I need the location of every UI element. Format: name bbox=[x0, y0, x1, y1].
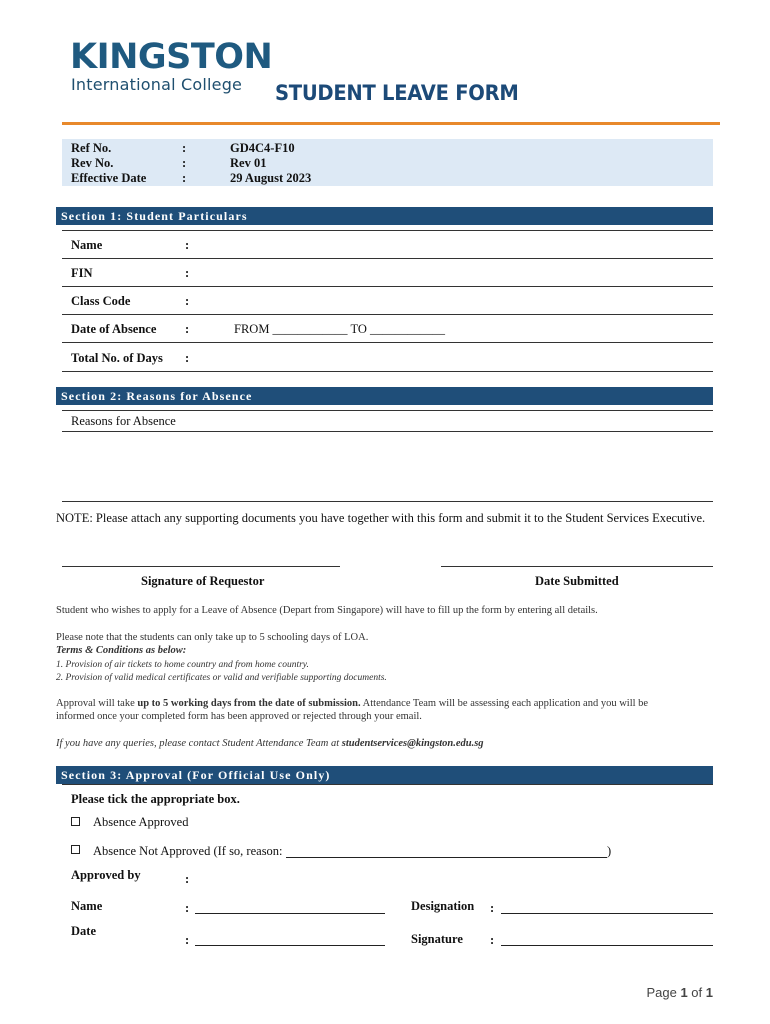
page-current: 1 bbox=[680, 985, 688, 1000]
terms-heading: Terms & Conditions as below: bbox=[56, 645, 187, 656]
reasons-label: Reasons for Absence bbox=[71, 414, 176, 428]
info-loa-limit: Please note that the students can only take up to 5 schooling days of LOA. bbox=[56, 632, 369, 643]
date-submitted-label: Date Submitted bbox=[535, 574, 619, 588]
logo-wordmark: KINGSTON bbox=[70, 37, 273, 77]
fin-label: FIN bbox=[71, 266, 93, 280]
note-text: NOTE: Please attach any supporting documents you have together with this form and submit it to the Student Services Executive. bbox=[56, 511, 706, 525]
designation-label: Designation bbox=[411, 899, 475, 913]
section-1-header: Section 1: Student Particulars bbox=[56, 207, 713, 225]
fin-field[interactable] bbox=[62, 286, 713, 287]
section-3-header: Section 3: Approval (For Official Use Only) bbox=[56, 766, 713, 784]
page-total: 1 bbox=[705, 985, 713, 1000]
effective-date-separator: : bbox=[182, 171, 187, 185]
class-code-label: Class Code bbox=[71, 294, 131, 308]
signature-label: Signature bbox=[411, 932, 463, 946]
rejection-reason-field[interactable] bbox=[286, 857, 607, 858]
absence-approved-label: Absence Approved bbox=[93, 815, 189, 829]
contact-email[interactable]: studentservices@kingston.edu.sg bbox=[341, 738, 484, 749]
designation-field[interactable] bbox=[501, 913, 713, 914]
form-title: STUDENT LEAVE FORM bbox=[275, 81, 519, 105]
approval-date-label: Date bbox=[71, 924, 96, 938]
class-code-separator[interactable]: : bbox=[185, 294, 190, 308]
name-field[interactable] bbox=[62, 258, 713, 259]
name-label: Name bbox=[71, 238, 103, 252]
document-reference-block bbox=[62, 139, 713, 186]
approver-signature-field[interactable] bbox=[501, 945, 713, 946]
term-item: 1. Provision of air tickets to home country and from home country. bbox=[56, 660, 309, 670]
approval-date-field[interactable] bbox=[195, 945, 385, 946]
section-2-header: Section 2: Reasons for Absence bbox=[56, 387, 713, 405]
ref-separator: : bbox=[182, 141, 187, 155]
total-days-label: Total No. of Days bbox=[71, 351, 163, 365]
date-of-absence-separator: : bbox=[185, 322, 190, 336]
requestor-signature-line[interactable] bbox=[62, 566, 340, 567]
approval-text: Approval will take bbox=[56, 698, 138, 709]
header-divider bbox=[62, 122, 720, 125]
name-separator[interactable]: : bbox=[185, 238, 190, 252]
approval-text: Attendance Team will be assessing each application and you will be bbox=[360, 698, 649, 709]
signature-of-requestor-label: Signature of Requestor bbox=[141, 574, 265, 588]
effective-date-row bbox=[62, 170, 713, 186]
absence-not-approved-checkbox[interactable] bbox=[71, 845, 80, 854]
date-submitted-line[interactable] bbox=[441, 566, 713, 567]
rev-separator: : bbox=[182, 156, 187, 170]
page-number bbox=[646, 985, 713, 1000]
rev-value: Rev 01 bbox=[230, 156, 267, 170]
term-item: 2. Provision of valid medical certificates or valid and verifiable supporting documents. bbox=[56, 673, 387, 683]
rev-row bbox=[62, 155, 713, 171]
approval-emphasis: up to 5 working days from the date of submission. bbox=[137, 698, 361, 709]
absence-approved-checkbox[interactable] bbox=[71, 817, 80, 826]
divider bbox=[62, 784, 713, 785]
approver-name-separator: : bbox=[185, 901, 190, 915]
approved-by-separator: : bbox=[185, 872, 190, 886]
effective-date-label: Effective Date bbox=[71, 171, 147, 185]
ref-label: Ref No. bbox=[71, 141, 112, 155]
approval-info-line2: informed once your completed form has been approved or rejected through your email. bbox=[56, 711, 422, 722]
queries-line bbox=[56, 737, 484, 751]
approval-date-separator: : bbox=[185, 933, 190, 947]
reason-close-paren: ) bbox=[607, 844, 612, 858]
date-of-absence-label: Date of Absence bbox=[71, 322, 157, 336]
date-of-absence-range[interactable]: FROM ____________ TO ____________ bbox=[234, 322, 446, 336]
total-days-field[interactable] bbox=[62, 371, 713, 372]
absence-not-approved-label: Absence Not Approved (If so, reason: bbox=[93, 844, 283, 858]
rev-label: Rev No. bbox=[71, 156, 114, 170]
page-word: Page bbox=[646, 985, 677, 1000]
divider bbox=[62, 410, 713, 411]
approver-name-label: Name bbox=[71, 899, 103, 913]
tick-instruction: Please tick the appropriate box. bbox=[71, 792, 240, 806]
approved-by-label: Approved by bbox=[71, 868, 141, 882]
designation-separator: : bbox=[490, 901, 495, 915]
fin-separator[interactable]: : bbox=[185, 266, 190, 280]
divider bbox=[62, 230, 713, 231]
reasons-textarea[interactable] bbox=[62, 501, 713, 502]
page-of: of bbox=[691, 985, 703, 1000]
divider bbox=[62, 342, 713, 343]
approver-name-field[interactable] bbox=[195, 913, 385, 914]
ref-row bbox=[62, 140, 713, 156]
approval-info-line bbox=[56, 697, 648, 711]
queries-text: If you have any queries, please contact Student Attendance Team at bbox=[56, 738, 342, 749]
effective-date-value: 29 August 2023 bbox=[230, 171, 312, 185]
class-code-field[interactable] bbox=[62, 314, 713, 315]
total-days-separator[interactable]: : bbox=[185, 351, 190, 365]
divider bbox=[62, 431, 713, 432]
ref-value: GD4C4-F10 bbox=[230, 141, 295, 155]
info-leave-description: Student who wishes to apply for a Leave of Absence (Depart from Singapore) will have to fill up the form by entering all details. bbox=[56, 605, 598, 616]
logo-subtitle: International College bbox=[71, 75, 243, 94]
signature-separator: : bbox=[490, 933, 495, 947]
